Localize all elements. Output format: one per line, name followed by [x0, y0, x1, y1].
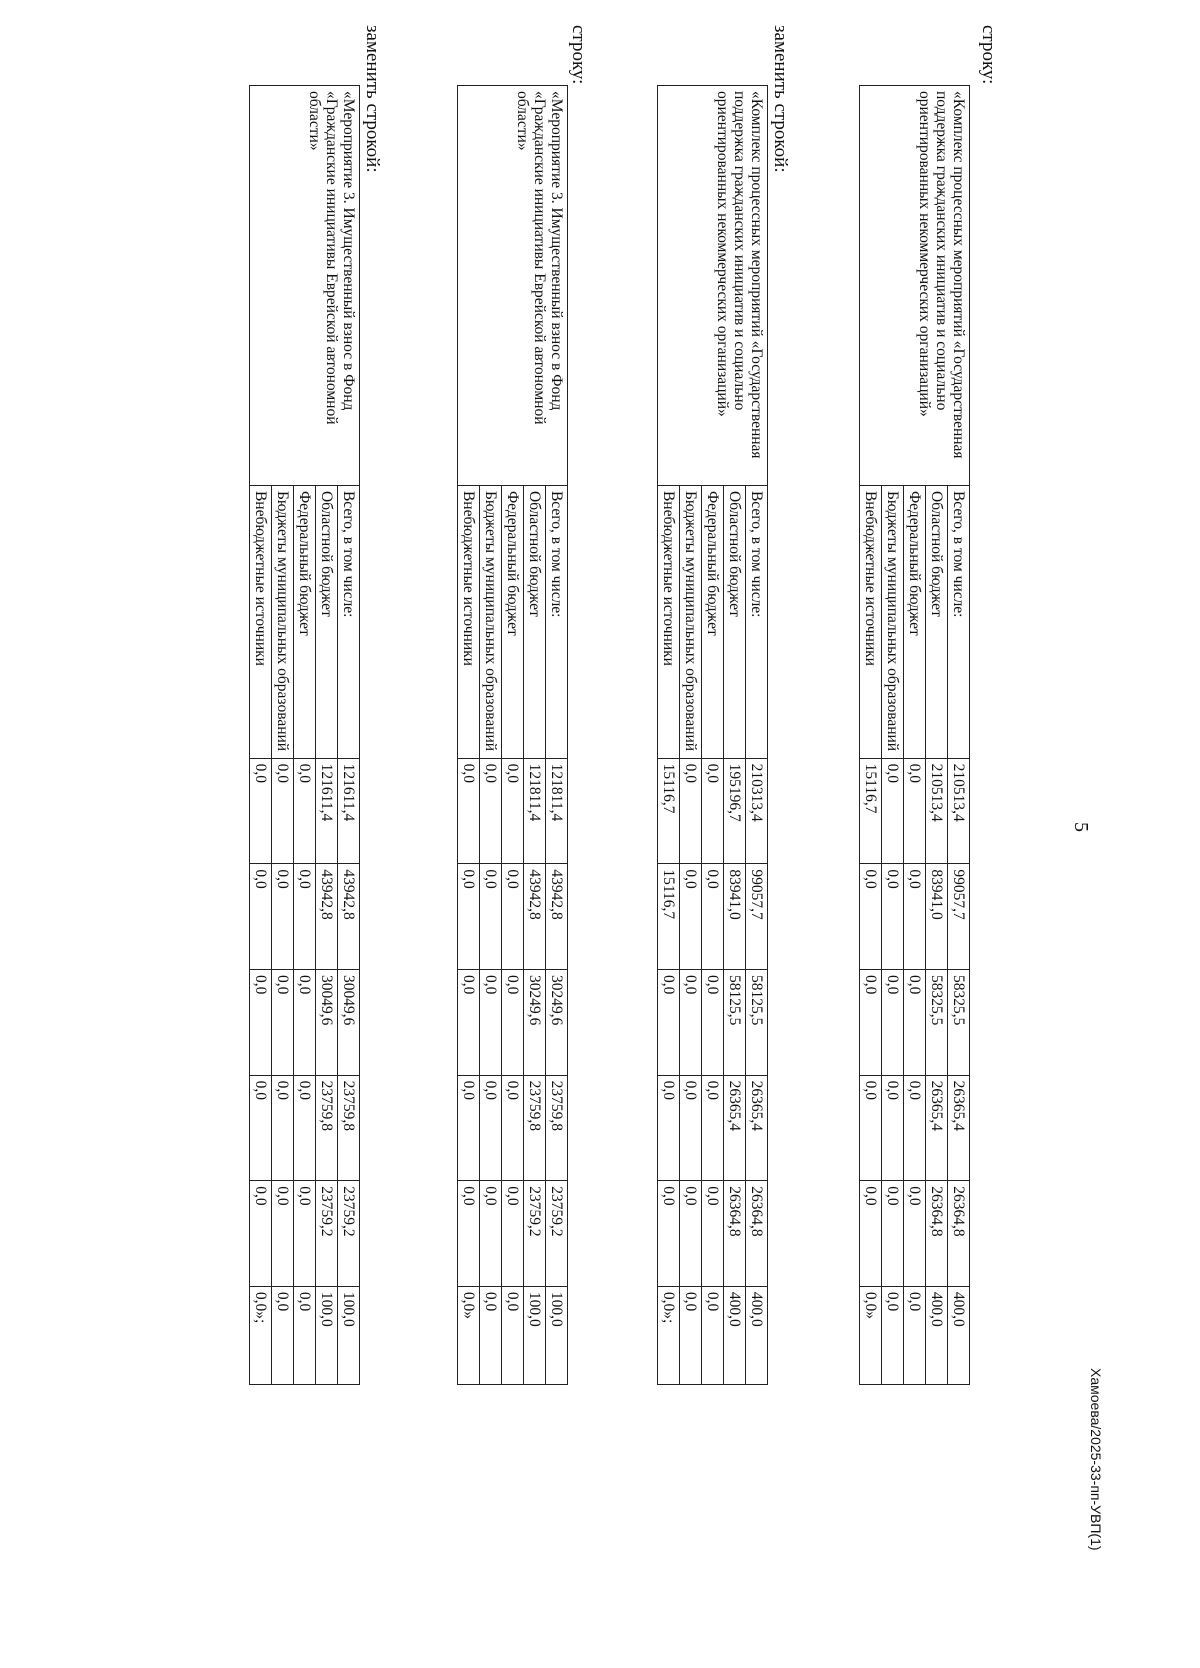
amount-cell: 0,0	[480, 864, 502, 970]
amount-cell: 0,0	[680, 1075, 702, 1181]
funding-source-cell: Бюджеты муниципальных образований	[480, 485, 502, 758]
section-label: заменить строкой:	[770, 25, 791, 173]
section-label: заменить строкой:	[362, 25, 383, 173]
table-row	[338, 86, 360, 1385]
amount-cell: 0,0	[680, 758, 702, 864]
funding-source-cell: Всего, в том числе:	[546, 485, 568, 758]
amount-cell: 0,0	[680, 1286, 702, 1384]
amount-cell: 0,0	[904, 1075, 926, 1181]
amount-cell: 0,0	[294, 758, 316, 864]
amount-cell: 0,0	[658, 1181, 680, 1287]
amount-cell: 0,0	[882, 864, 904, 970]
funding-source-cell: Областной бюджет	[316, 485, 338, 758]
amount-cell: 195196,7	[724, 758, 746, 864]
table-row	[746, 86, 768, 1385]
amount-cell: 0,0	[860, 1181, 882, 1287]
amount-cell: 23759,8	[316, 1075, 338, 1181]
funding-source-cell: Бюджеты муниципальных образований	[680, 485, 702, 758]
amount-cell: 0,0	[702, 1286, 724, 1384]
funding-source-cell: Федеральный бюджет	[702, 485, 724, 758]
amount-cell: 0,0	[250, 1181, 272, 1287]
amount-cell: 0,0	[502, 864, 524, 970]
funding-source-cell: Внебюджетные источники	[658, 485, 680, 758]
amount-cell: 0,0	[502, 1075, 524, 1181]
financing-table	[657, 85, 768, 1385]
amount-cell: 0,0	[702, 1075, 724, 1181]
amount-cell: 99057,7	[948, 864, 970, 970]
amount-cell: 58125,5	[746, 969, 768, 1075]
amount-cell: 0,0	[702, 1181, 724, 1287]
amount-cell: 0,0	[882, 1075, 904, 1181]
amount-cell: 0,0	[250, 758, 272, 864]
amount-cell: 0,0	[272, 758, 294, 864]
amount-cell: 121811,4	[546, 758, 568, 864]
amount-cell: 0,0	[502, 758, 524, 864]
amount-cell: 26365,4	[746, 1075, 768, 1181]
amount-cell: 121811,4	[524, 758, 546, 864]
funding-source-cell: Всего, в том числе:	[338, 485, 360, 758]
amount-cell: 0,0	[658, 969, 680, 1075]
amount-cell: 0,0	[904, 864, 926, 970]
amount-cell: 23759,8	[546, 1075, 568, 1181]
amount-cell: 0,0	[702, 864, 724, 970]
amount-cell: 26364,8	[746, 1181, 768, 1287]
table-row	[546, 86, 568, 1385]
amount-cell: 0,0	[480, 1286, 502, 1384]
amount-cell: 0,0	[294, 864, 316, 970]
amount-cell: 0,0»	[860, 1286, 882, 1384]
amount-cell: 23759,8	[524, 1075, 546, 1181]
amount-cell: 0,0	[680, 969, 702, 1075]
amount-cell: 0,0	[458, 1075, 480, 1181]
funding-source-cell: Внебюджетные источники	[250, 485, 272, 758]
amount-cell: 0,0	[480, 1181, 502, 1287]
amount-cell: 58325,5	[926, 969, 948, 1075]
amount-cell: 26365,4	[948, 1075, 970, 1181]
amount-cell: 0,0	[904, 1181, 926, 1287]
amount-cell: 0,0	[272, 969, 294, 1075]
amount-cell: 58125,5	[724, 969, 746, 1075]
amount-cell: 0,0	[458, 758, 480, 864]
document-footer-id: Хамоева/2025-33-пп-УВП(1)	[1088, 1368, 1104, 1551]
amount-cell: 0,0	[860, 864, 882, 970]
amount-cell: 0,0	[904, 969, 926, 1075]
amount-cell: 23759,2	[316, 1181, 338, 1287]
amount-cell: 0,0	[502, 969, 524, 1075]
amount-cell: 83941,0	[926, 864, 948, 970]
amount-cell: 15116,7	[658, 864, 680, 970]
amount-cell: 0,0	[480, 969, 502, 1075]
amount-cell: 0,0	[658, 1075, 680, 1181]
amount-cell: 0,0	[904, 1286, 926, 1384]
amount-cell: 100,0	[338, 1286, 360, 1384]
amount-cell: 15116,7	[860, 758, 882, 864]
amount-cell: 23759,2	[546, 1181, 568, 1287]
funding-source-cell: Федеральный бюджет	[502, 485, 524, 758]
amount-cell: 0,0	[272, 1181, 294, 1287]
amount-cell: 0,0	[860, 969, 882, 1075]
amount-cell: 0,0	[882, 1286, 904, 1384]
amount-cell: 121611,4	[316, 758, 338, 864]
amount-cell: 400,0	[926, 1286, 948, 1384]
amount-cell: 30249,6	[546, 969, 568, 1075]
amount-cell: 0,0	[882, 1181, 904, 1287]
amount-cell: 0,0	[294, 969, 316, 1075]
amount-cell: 0,0	[458, 969, 480, 1075]
amount-cell: 0,0	[680, 864, 702, 970]
amount-cell: 26365,4	[724, 1075, 746, 1181]
section-label: строку:	[568, 25, 589, 85]
amount-cell: 30049,6	[316, 969, 338, 1075]
measure-name-cell: «Мероприятие 3. Имущественный взнос в Фонд «Гражданские инициативы Еврейской автономной области»	[458, 86, 568, 486]
amount-cell: 0,0	[294, 1286, 316, 1384]
amount-cell: 26364,8	[948, 1181, 970, 1287]
measure-name-cell: «Комплекс процессных мероприятий «Государственная поддержка гражданских инициатив и социально ориентированных некоммерческих организаций»	[860, 86, 970, 486]
funding-source-cell: Внебюджетные источники	[860, 485, 882, 758]
amount-cell: 0,0	[702, 969, 724, 1075]
amount-cell: 0,0	[702, 758, 724, 864]
amount-cell: 210513,4	[948, 758, 970, 864]
amount-cell: 0,0	[480, 1075, 502, 1181]
financing-table	[457, 85, 568, 1385]
amount-cell: 30049,6	[338, 969, 360, 1075]
funding-source-cell: Бюджеты муниципальных образований	[882, 485, 904, 758]
amount-cell: 26365,4	[926, 1075, 948, 1181]
amount-cell: 0,0»	[458, 1286, 480, 1384]
amount-cell: 0,0	[882, 758, 904, 864]
amount-cell: 400,0	[948, 1286, 970, 1384]
amount-cell: 0,0	[272, 864, 294, 970]
amount-cell: 0,0	[272, 1075, 294, 1181]
section-label: строку:	[978, 25, 999, 85]
financing-table	[249, 85, 360, 1385]
funding-source-cell: Областной бюджет	[724, 485, 746, 758]
amount-cell: 100,0	[546, 1286, 568, 1384]
funding-source-cell: Областной бюджет	[926, 485, 948, 758]
amount-cell: 0,0	[458, 1181, 480, 1287]
page-number: 5	[1070, 822, 1092, 832]
amount-cell: 26364,8	[724, 1181, 746, 1287]
amount-cell: 99057,7	[746, 864, 768, 970]
amount-cell: 26364,8	[926, 1181, 948, 1287]
amount-cell: 43942,8	[338, 864, 360, 970]
amount-cell: 0,0	[458, 864, 480, 970]
amount-cell: 0,0	[502, 1181, 524, 1287]
funding-source-cell: Всего, в том числе:	[746, 485, 768, 758]
table-row	[948, 86, 970, 1385]
amount-cell: 0,0	[904, 758, 926, 864]
amount-cell: 0,0	[860, 1075, 882, 1181]
funding-source-cell: Всего, в том числе:	[948, 485, 970, 758]
amount-cell: 210513,4	[926, 758, 948, 864]
amount-cell: 83941,0	[724, 864, 746, 970]
amount-cell: 23759,8	[338, 1075, 360, 1181]
amount-cell: 400,0	[746, 1286, 768, 1384]
amount-cell: 15116,7	[658, 758, 680, 864]
amount-cell: 0,0	[294, 1075, 316, 1181]
funding-source-cell: Бюджеты муниципальных образований	[272, 485, 294, 758]
amount-cell: 100,0	[524, 1286, 546, 1384]
amount-cell: 0,0	[502, 1286, 524, 1384]
amount-cell: 58325,5	[948, 969, 970, 1075]
amount-cell: 0,0»;	[658, 1286, 680, 1384]
amount-cell: 0,0	[250, 969, 272, 1075]
amount-cell: 43942,8	[524, 864, 546, 970]
funding-source-cell: Федеральный бюджет	[294, 485, 316, 758]
amount-cell: 0,0	[680, 1181, 702, 1287]
funding-source-cell: Внебюджетные источники	[458, 485, 480, 758]
amount-cell: 0,0	[294, 1181, 316, 1287]
amount-cell: 0,0	[250, 864, 272, 970]
amount-cell: 0,0»;	[250, 1286, 272, 1384]
amount-cell: 43942,8	[546, 864, 568, 970]
amount-cell: 0,0	[250, 1075, 272, 1181]
amount-cell: 0,0	[480, 758, 502, 864]
amount-cell: 23759,2	[524, 1181, 546, 1287]
measure-name-cell: «Мероприятие 3. Имущественный взнос в Фонд «Гражданские инициативы Еврейской автономной области»	[250, 86, 360, 486]
amount-cell: 121611,4	[338, 758, 360, 864]
amount-cell: 210313,4	[746, 758, 768, 864]
amount-cell: 30249,6	[524, 969, 546, 1075]
funding-source-cell: Федеральный бюджет	[904, 485, 926, 758]
amount-cell: 43942,8	[316, 864, 338, 970]
amount-cell: 0,0	[882, 969, 904, 1075]
funding-source-cell: Областной бюджет	[524, 485, 546, 758]
amount-cell: 400,0	[724, 1286, 746, 1384]
amount-cell: 23759,2	[338, 1181, 360, 1287]
financing-table	[859, 85, 970, 1385]
amount-cell: 100,0	[316, 1286, 338, 1384]
rotated-content	[170, 25, 1000, 1395]
measure-name-cell: «Комплекс процессных мероприятий «Государственная поддержка гражданских инициатив и социально ориентированных некоммерческих организаций»	[658, 86, 768, 486]
amount-cell: 0,0	[272, 1286, 294, 1384]
